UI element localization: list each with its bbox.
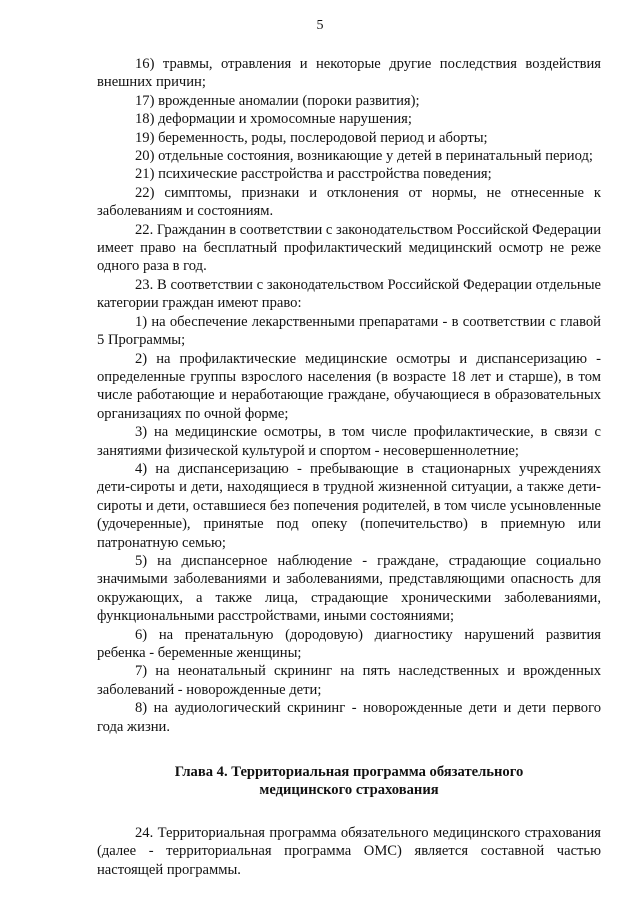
right-item-6: 6) на пренатальную (дородовую) диагностику нарушений развития ребенка - беременные женщины;: [97, 626, 601, 661]
list-item-17: 17) врожденные аномалии (пороки развития);: [135, 92, 420, 109]
right-item-7: 7) на неонатальный скрининг на пять наследственных и врожденных заболеваний - новорожденные дети;: [97, 663, 601, 698]
list-item-19: 19) беременность, роды, послеродовой период и аборты;: [135, 129, 488, 146]
chapter-heading: [97, 763, 601, 800]
list-item-21: 21) психические расстройства и расстройства поведения;: [135, 166, 492, 183]
right-item-1: 1) на обеспечение лекарственными препаратами - в соответствии с главой 5 Программы;: [97, 313, 601, 349]
document-body: [97, 55, 601, 879]
clause-22: 22. Гражданин в соответствии с законодательством Российской Федерации имеет право на бесплатный профилактический медицинский осмотр не реже одного раза в год.: [97, 221, 601, 275]
list-item-16: 16) травмы, отравления и некоторые другие последствия воздействия внешних причин;: [97, 56, 601, 91]
list-item-20: 20) отдельные состояния, возникающие у детей в перинатальный период;: [135, 148, 593, 165]
right-item-8: 8) на аудиологический скрининг - новорожденные дети и дети первого года жизни.: [97, 700, 601, 735]
page-number: 5: [316, 18, 324, 33]
list-item-22: 22) симптомы, признаки и отклонения от нормы, не отнесенные к заболеваниям и состояниям.: [97, 184, 601, 220]
chapter-heading-line-2: медицинского страхования: [259, 782, 439, 799]
list-item-18: 18) деформации и хромосомные нарушения;: [135, 111, 412, 128]
right-item-5: 5) на диспансерное наблюдение - граждане, страдающие социально значимыми заболеваниями и заболеваниями, представляющими опасность для окружающих, а также лица, страдающие хроническими заболеваниями, функциональными расстройствами, иными состояниями;: [97, 552, 601, 625]
right-item-3: 3) на медицинские осмотры, в том числе профилактические, в связи с занятиями физической культурой и спортом - несовершеннолетние;: [97, 424, 601, 459]
right-item-4: 4) на диспансеризацию - пребывающие в стационарных учреждениях дети-сироты и дети, находящиеся в трудной жизненной ситуации, а также дети-сироты и дети, оставшиеся без попечения родителей, в том числе усыновленные (удочеренные), принятые под опеку (попечительство) в приемную или патронатную семью;: [97, 460, 601, 551]
right-item-2: 2) на профилактические медицинские осмотры и диспансеризацию - определенные группы взрослого населения (в возрасте 18 лет и старше), в том числе работающие и неработающие граждане, обучающиеся в образовательных организациях по очной форме;: [97, 350, 601, 422]
clause-24: 24. Территориальная программа обязательного медицинского страхования (далее - территориальная программа ОМС) является составной частью настоящей программы.: [97, 824, 601, 878]
chapter-heading-line-1: Глава 4. Территориальная программа обязательного: [174, 764, 524, 781]
clause-23: 23. В соответствии с законодательством Российской Федерации отдельные категории граждан имеют право:: [97, 276, 601, 312]
